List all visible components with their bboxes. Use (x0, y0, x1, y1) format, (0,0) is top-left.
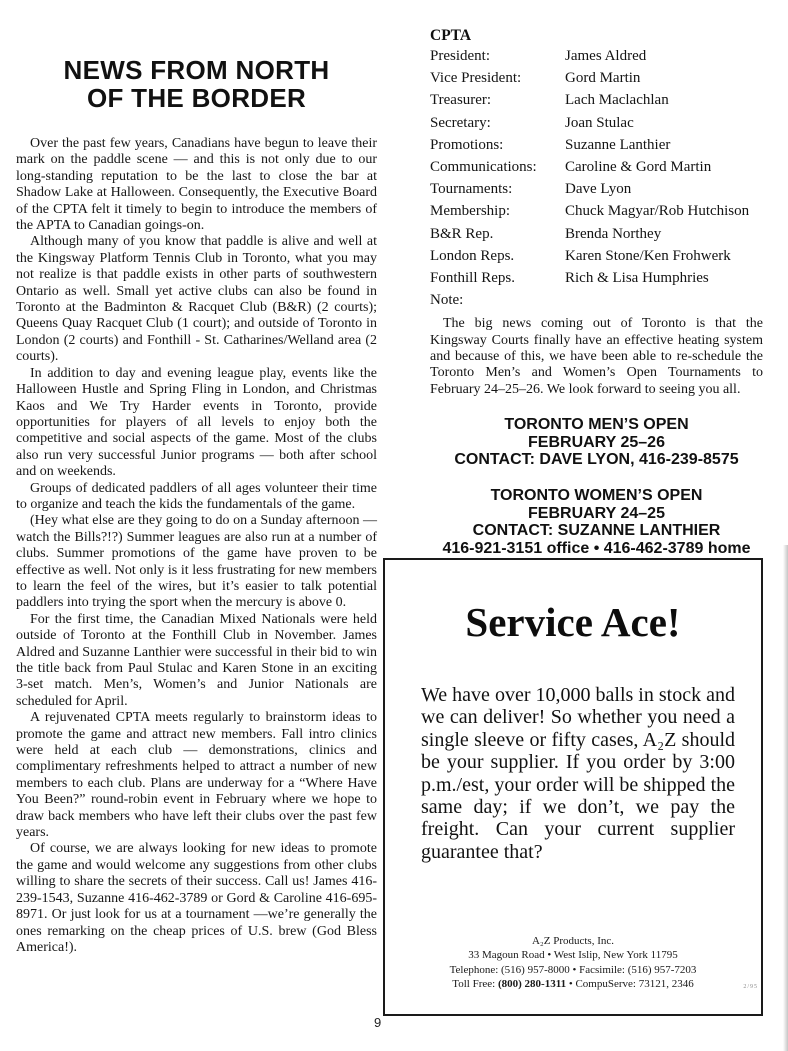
womens-open-contact: CONTACT: SUZANNE LANTHIER (472, 522, 721, 540)
ad-company-phone: Telephone: (516) 957-8000 • Facsimile: (516) 957-7203 (449, 963, 697, 976)
cpta-section (430, 27, 763, 557)
officer-value: Lach Maclachlan (565, 92, 669, 109)
officer-label: Vice President: (430, 70, 522, 87)
officer-label: Tournaments: (430, 181, 513, 198)
article-paragraph-2: Although many of you know that paddle is alive and well at the Kingsway Platform Tennis Club in Toronto, what you may not realize is that paddle exists in other parts of southwestern Ontario as well. Small yet active clubs can also be found in Toronto at the Badminton & Racquet Club (B&R) (2 courts); Queens Quay Racquet Club (1 court); and outside of Toronto in London (2 courts) and Fonthill - St. Catharines/Welland area (2 courts). (16, 234, 377, 365)
officer-value: Dave Lyon (565, 181, 632, 198)
officer-row (430, 137, 763, 159)
officer-value: Gord Martin (565, 70, 641, 87)
ad-company-name: A₂Z Products, Inc. (531, 934, 615, 947)
article-paragraph-7: A rejuvenated CPTA meets regularly to brainstorm ideas to promote the game and attract new members. Fall intro clinics were held at each club — demonstrations, clinics and complimentary refreshments helped to attract a number of new members to each club. Plans are underway for a “Where Have You Been?” round-robin event in February where we hope to draw back members who have left their clubs over the past few years. (16, 710, 377, 841)
article-paragraph-1: Over the past few years, Canadians have begun to leave their mark on the paddle scene — and this is not only due to our long-standing reputation to be the last to close the bar at Shadow Lake at Halloween. Consequently, the Executive Board of the CPTA felt it timely to begin to introduce the members of the APTA to Canadian goings-on. (16, 136, 377, 234)
cpta-heading: CPTA (430, 27, 472, 44)
article-paragraph-4: Groups of dedicated paddlers of all ages volunteer their time to organize and teach the kids the fundamentals of the game. (16, 480, 377, 512)
cpta-note-text: The big news coming out of Toronto is that the Kingsway Courts finally have an effective heating system and because of this, we have been able to re-schedule the Toronto Men’s and Women’s Open Tournaments to February 24–25–26. We look forward to seeing you all. (430, 316, 763, 397)
officer-row (430, 292, 763, 314)
officer-value: Suzanne Lanthier (565, 136, 671, 153)
officer-label: B&R Rep. (430, 225, 494, 242)
ad-body-text: We have over 10,000 balls in stock and we can deliver! So whether you need a single sleeve or fifty cases, A₂Z should be your supplier. If you order by 3:00 p.m./est, your order will be shipped the same day; if we don’t, we pay the freight. Can your current supplier guarantee that? (421, 684, 735, 863)
ad-company-address: 33 Magoun Road • West Islip, New York 11795 (468, 949, 678, 962)
ad-tollfree-label: Toll Free: (452, 978, 498, 991)
mens-open-contact: CONTACT: DAVE LYON, 416-239-8575 (454, 451, 739, 469)
ad-company-footer (385, 934, 761, 992)
page-number: 9 (374, 1015, 382, 1030)
officer-row (430, 48, 763, 70)
article-paragraph-5: (Hey what else are they going to do on a Sunday afternoon — watch the Bills?!?) Summer leagues are also run at a number of clubs. Summer promotions of the game have proven to be effective as well. Not only is it less frustrating for new members to learn the feel of the wires, but it’s easier to talk potential paddlers into trying the sport when the mercury is above 0. (16, 513, 377, 611)
officer-label: Secretary: (430, 114, 491, 131)
officer-value: Chuck Magyar/Rob Hutchison (565, 203, 750, 220)
officer-row (430, 115, 763, 137)
scan-edge-artifact (783, 545, 788, 1051)
officer-label: President: (430, 48, 490, 64)
article-paragraph-6: For the first time, the Canadian Mixed Nationals were held outside of Toronto at the Fonthill Club in November. James Aldred and Suzanne Lanthier were successful in their bid to win the title back from Paul Stulac and Karen Stone in an exciting 3-set match. Men’s, Women’s and Junior Nationals are scheduled for April. (16, 611, 377, 709)
article-title-line2: OF THE BORDER (86, 83, 307, 113)
article-title-line1: NEWS FROM NORTH (63, 55, 330, 85)
officer-row (430, 226, 763, 248)
officer-row (430, 92, 763, 114)
article-body (16, 136, 377, 956)
article-title (16, 56, 377, 112)
service-ace-ad (383, 558, 763, 1016)
officer-row (430, 248, 763, 270)
officer-value: Caroline & Gord Martin (565, 158, 712, 175)
mens-open-title: TORONTO MEN’S OPEN (504, 416, 689, 434)
officer-row (430, 270, 763, 292)
officer-label: London Reps. (430, 247, 515, 264)
officer-label: Treasurer: (430, 92, 492, 109)
officer-row (430, 203, 763, 225)
officer-row (430, 70, 763, 92)
womens-open-contact-phones: 416-921-3151 office • 416-462-3789 home (442, 539, 751, 557)
officer-value: Joan Stulac (565, 114, 634, 131)
cpta-officer-list (430, 48, 763, 314)
officer-label: Fonthill Reps. (430, 269, 516, 286)
officer-value: Karen Stone/Ken Frohwerk (565, 247, 731, 264)
ad-compuserve: • CompuServe: 73121, 2346 (566, 978, 694, 991)
article-paragraph-3: In addition to day and evening league play, events like the Halloween Hustle and Spring Fling in London, and Christmas Kaos and We Try Harder events in Toronto, provide opportunities for players of all levels to enjoy both the competitive and social aspects of the game. Most of the clubs also run very successful Junior programs — both after school and on weekends. (16, 365, 377, 480)
ad-company-tollfree (385, 977, 761, 992)
article-paragraph-8: Of course, we are always looking for new ideas to promote the game and would welcome any suggestions from other clubs willing to share the secrets of their success. Call us! James 416-239-1543, Suzanne 416-462-3789 or Gord & Caroline 416-695-8971. Or just look for us at a tournament —we’re generally the ones remarking on the cheap prices of U.S. brew (God Bless America!). (16, 841, 377, 955)
womens-open-date: FEBRUARY 24–25 (528, 504, 665, 522)
officer-label: Communications: (430, 158, 537, 175)
womens-open-announcement (430, 487, 763, 557)
officer-value: Brenda Northey (565, 225, 662, 242)
officer-row (430, 159, 763, 181)
ad-tollfree-number: (800) 280-1311 (497, 978, 567, 991)
mens-open-date: FEBRUARY 25–26 (528, 433, 665, 451)
officer-value: Rich & Lisa Humphries (565, 269, 709, 286)
officer-row (430, 181, 763, 203)
womens-open-title: TORONTO WOMEN’S OPEN (490, 487, 703, 505)
article-news-from-north (16, 56, 377, 956)
officer-label: Promotions: (430, 136, 504, 153)
ad-corner-mark: 2/95 (743, 984, 758, 990)
officer-label: Note: (430, 292, 464, 309)
officer-value: James Aldred (565, 48, 647, 64)
mens-open-announcement (430, 416, 763, 469)
ad-title: Service Ace! (465, 599, 681, 645)
officer-label: Membership: (430, 203, 510, 220)
